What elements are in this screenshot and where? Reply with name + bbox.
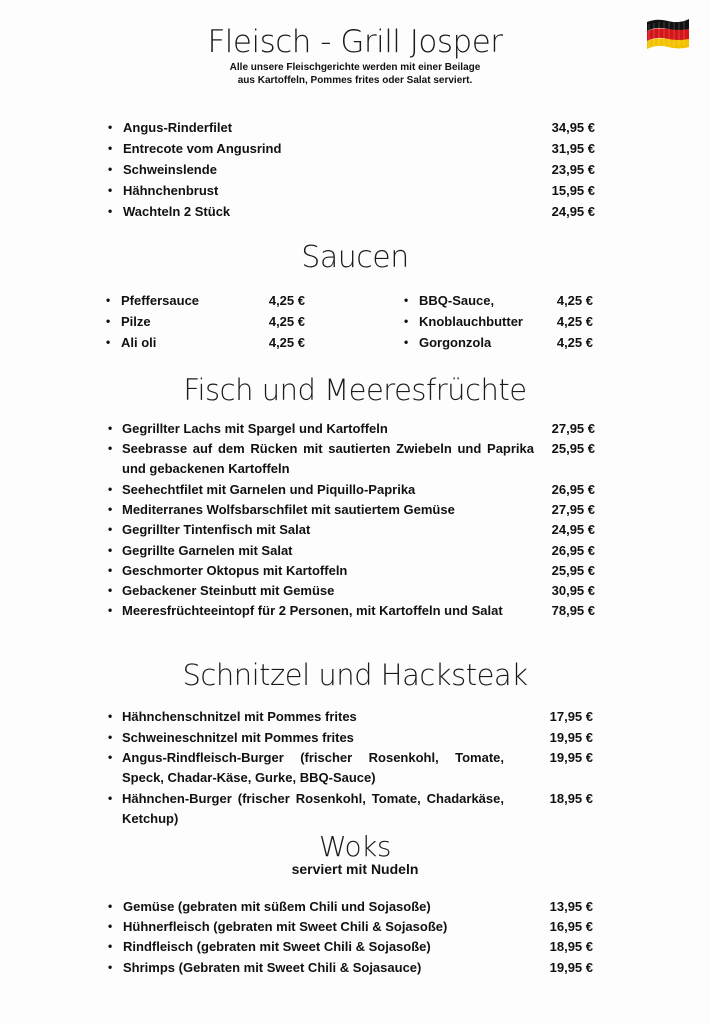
bullet-icon: •	[108, 730, 113, 744]
woks-subtitle: serviert mit Nudeln	[291, 861, 419, 877]
menu-item-name: Knoblauchbutter	[419, 314, 523, 329]
menu-item-price: 78,95 €	[551, 603, 595, 618]
menu-item-price: 26,95 €	[551, 482, 595, 497]
menu-item-name: Rindfleisch (gebraten mit Sweet Chili & Sojasoße)	[123, 939, 431, 954]
bullet-icon: •	[108, 204, 113, 218]
menu-item-name: Entrecote vom Angusrind	[123, 141, 282, 156]
menu-item-name: BBQ-Sauce,	[419, 293, 495, 308]
menu-item-name: Seehechtfilet mit Garnelen und Piquillo-Paprika	[122, 482, 416, 497]
bullet-icon: •	[108, 563, 113, 577]
menu-item-price: 34,95 €	[551, 120, 595, 135]
menu-item-name: Shrimps (Gebraten mit Sweet Chili & Sojasauce)	[123, 960, 422, 975]
bullet-icon: •	[108, 441, 113, 455]
menu-item-name: Angus-Rindfleisch-Burger (frischer Rosenkohl, Tomate, Speck, Chadar-Käse, Gurke, BBQ-Sauce)	[122, 750, 504, 785]
bullet-icon: •	[108, 502, 113, 516]
menu-item-price: 4,25 €	[556, 335, 593, 350]
menu-item-price: 25,95 €	[551, 441, 595, 456]
bullet-icon: •	[108, 603, 113, 617]
menu-item-name: Pfeffersauce	[121, 293, 200, 308]
menu-item-price: 19,95 €	[549, 730, 593, 745]
menu-item-price: 30,95 €	[551, 583, 595, 598]
menu-item-price: 24,95 €	[551, 204, 595, 219]
menu-item-price: 26,95 €	[551, 543, 595, 558]
bullet-icon: •	[108, 583, 113, 597]
bullet-icon: •	[108, 709, 113, 723]
menu-item-price: 18,95 €	[549, 791, 593, 806]
bullet-icon: •	[108, 791, 113, 805]
menu-item-price: 27,95 €	[551, 502, 595, 517]
menu-item-price: 19,95 €	[549, 750, 593, 765]
menu-item-price: 19,95 €	[549, 960, 593, 975]
menu-item-price: 27,95 €	[551, 421, 595, 436]
bullet-icon: •	[108, 183, 113, 197]
bullet-icon: •	[106, 293, 111, 307]
menu-item-price: 4,25 €	[268, 335, 305, 350]
menu-item-price: 4,25 €	[556, 314, 593, 329]
menu-item-price: 4,25 €	[556, 293, 593, 308]
bullet-icon: •	[404, 293, 409, 307]
bullet-icon: •	[108, 141, 113, 155]
menu-item-name: Geschmorter Oktopus mit Kartoffeln	[122, 563, 348, 578]
bullet-icon: •	[108, 522, 113, 536]
bullet-icon: •	[108, 162, 113, 176]
bullet-icon: •	[106, 335, 111, 349]
bullet-icon: •	[108, 421, 113, 435]
menu-item-name: Gebackener Steinbutt mit Gemüse	[122, 583, 335, 598]
bullet-icon: •	[108, 919, 113, 933]
bullet-icon: •	[108, 899, 113, 913]
bullet-icon: •	[108, 750, 113, 764]
menu-item-name: Schweinslende	[123, 162, 217, 177]
menu-item-name: Wachteln 2 Stück	[123, 204, 231, 219]
germany-flag-icon	[645, 16, 691, 50]
section-title-saucen: Saucen	[301, 240, 409, 275]
menu-item-price: 16,95 €	[549, 919, 593, 934]
bullet-icon: •	[108, 543, 113, 557]
menu-item-name: Seebrasse auf dem Rücken mit sautierten Zwiebeln und Paprika und gebackenen Kartoffeln	[122, 441, 534, 476]
menu-item-name: Gegrillte Garnelen mit Salat	[122, 543, 293, 558]
menu-item-price: 4,25 €	[268, 293, 305, 308]
menu-item-price: 13,95 €	[549, 899, 593, 914]
side-dish-note-line-1: Alle unsere Fleischgerichte werden mit einer Beilage	[229, 62, 481, 73]
menu-item-name: Gegrillter Tintenfisch mit Salat	[122, 522, 311, 537]
menu-item-name: Hähnchenschnitzel mit Pommes frites	[122, 709, 357, 724]
bullet-icon: •	[108, 482, 113, 496]
menu-item-name: Meeresfrüchteeintopf für 2 Personen, mit Kartoffeln und Salat	[122, 603, 503, 618]
menu-item-price: 25,95 €	[551, 563, 595, 578]
menu-item-name: Hähnchen-Burger (frischer Rosenkohl, Tomate, Chadarkäse, Ketchup)	[122, 791, 504, 826]
side-dish-note-line-2: aus Kartoffeln, Pommes frites oder Salat serviert.	[237, 75, 473, 86]
bullet-icon: •	[404, 314, 409, 328]
menu-item-price: 31,95 €	[551, 141, 595, 156]
bullet-icon: •	[106, 314, 111, 328]
menu-item-price: 17,95 €	[549, 709, 593, 724]
bullet-icon: •	[108, 939, 113, 953]
menu-item-name: Hühnerfleisch (gebraten mit Sweet Chili & Sojasoße)	[123, 919, 448, 934]
page-title: Fleisch - Grill Josper	[207, 24, 503, 60]
bullet-icon: •	[404, 335, 409, 349]
bullet-icon: •	[108, 120, 113, 134]
bullet-icon: •	[108, 960, 113, 974]
menu-item-price: 18,95 €	[549, 939, 593, 954]
menu-item-name: Ali oli	[121, 335, 157, 350]
menu-item-name: Gemüse (gebraten mit süßem Chili und Sojasoße)	[123, 899, 431, 914]
section-title-woks: Woks	[319, 830, 391, 863]
section-title-fisch: Fisch und Meeresfrüchte	[183, 373, 527, 407]
menu-item-name: Gegrillter Lachs mit Spargel und Kartoffeln	[122, 421, 388, 436]
menu-item-name: Mediterranes Wolfsbarschfilet mit sautiertem Gemüse	[122, 502, 455, 517]
menu-item-name: Schweineschnitzel mit Pommes frites	[122, 730, 354, 745]
menu-item-name: Gorgonzola	[419, 335, 492, 350]
menu-item-price: 23,95 €	[551, 162, 595, 177]
menu-item-name: Angus-Rinderfilet	[123, 120, 233, 135]
menu-item-price: 24,95 €	[551, 522, 595, 537]
menu-item-price: 15,95 €	[551, 183, 595, 198]
menu-item-name: Hähnchenbrust	[123, 183, 219, 198]
menu-item-name: Pilze	[121, 314, 151, 329]
section-title-schnitzel: Schnitzel und Hacksteak	[182, 658, 528, 692]
menu-item-price: 4,25 €	[268, 314, 305, 329]
